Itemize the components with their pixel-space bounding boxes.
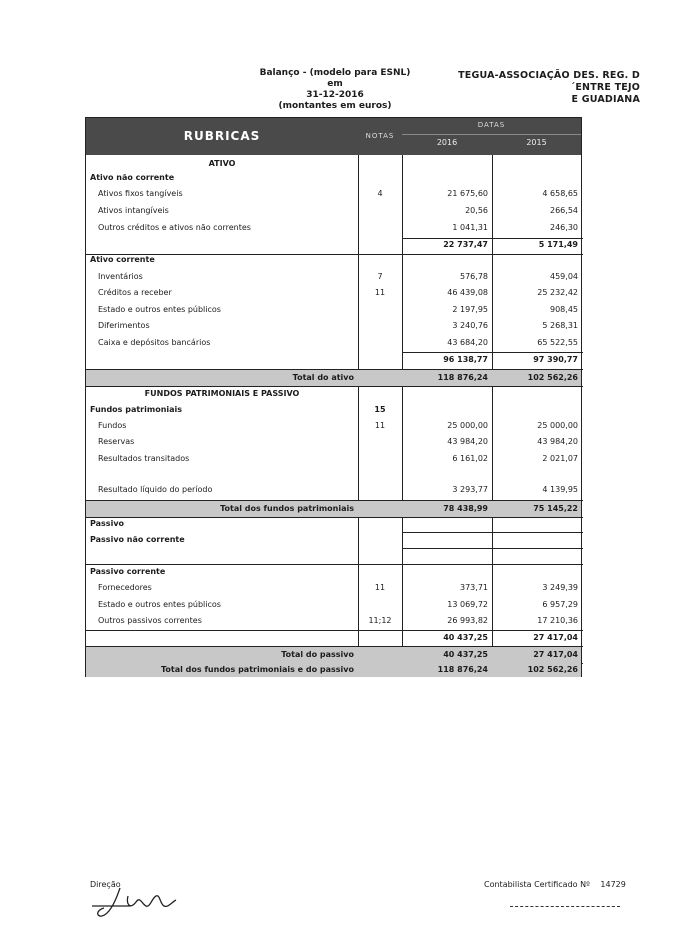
- row-label: Resultados transitados: [98, 454, 190, 463]
- table-row: [86, 220, 581, 236]
- row-value-2015: 25 000,00: [537, 421, 578, 430]
- row-value-2015: 43 984,20: [537, 437, 578, 446]
- row-nota: 11: [374, 421, 386, 430]
- table-row: [86, 597, 581, 613]
- row-label: Outros créditos e ativos não correntes: [98, 223, 251, 232]
- subtotal-row: [86, 237, 581, 253]
- entity-name: [425, 70, 640, 106]
- row-value-2015: 5 171,49: [538, 240, 578, 249]
- row-label: Caixa e depósitos bancários: [98, 338, 211, 347]
- row-value-2016: 576,78: [460, 272, 488, 281]
- row-value-2016: 373,71: [460, 583, 488, 592]
- table-row: [86, 269, 581, 285]
- row-value-2015: 102 562,26: [527, 373, 578, 382]
- row-nota: 11: [374, 583, 386, 592]
- row-value-2016: 40 437,25: [443, 633, 488, 642]
- row-nota: 15: [374, 405, 386, 414]
- subtotal-row: [86, 630, 581, 646]
- grand-total-row: [86, 663, 581, 677]
- row-nota: 11: [374, 288, 386, 297]
- row-value-2015: 17 210,36: [537, 616, 578, 625]
- row-value-2016: 3 240,76: [452, 321, 488, 330]
- row-label: Passivo: [90, 519, 125, 528]
- row-value-2016: 6 161,02: [452, 454, 488, 463]
- row-nota: 11;12: [368, 616, 392, 625]
- row-label: Outros passivos correntes: [98, 616, 202, 625]
- row-label: Diferimentos: [98, 321, 150, 330]
- section-ativo-corrente: [86, 252, 581, 268]
- row-label: Total dos fundos patrimoniais e do passivo: [161, 665, 354, 674]
- row-value-2015: 75 145,22: [533, 504, 578, 513]
- row-label: Ativos intangíveis: [98, 206, 169, 215]
- row-value-2016: 40 437,25: [443, 650, 488, 659]
- row-label: Total do passivo: [281, 650, 354, 659]
- direction-label: Direção: [90, 880, 121, 889]
- table-row: [86, 580, 581, 596]
- row-label: Inventários: [98, 272, 143, 281]
- section-passivo-nao-corrente: [86, 532, 581, 548]
- table-header: [86, 118, 581, 155]
- balance-table: [85, 117, 582, 677]
- row-value-2015: 25 232,42: [537, 288, 578, 297]
- row-label: Total dos fundos patrimoniais: [220, 504, 354, 513]
- total-ativo-row: [86, 370, 581, 386]
- row-label: Créditos a receber: [98, 288, 172, 297]
- row-value-2015: 266,54: [550, 206, 578, 215]
- table-row: [86, 434, 581, 450]
- row-value-2015: 6 957,29: [542, 600, 578, 609]
- accountant-label: Contabilista Certificado Nº: [484, 880, 590, 889]
- section-fundos-patrimoniais: [86, 402, 581, 418]
- balance-title: [255, 68, 415, 112]
- row-value-2016: 96 138,77: [443, 355, 488, 364]
- header-notas: NOTAS: [365, 132, 395, 140]
- accountant-number: 14729: [600, 880, 626, 889]
- title-line-1: Balanço - (modelo para ESNL) em: [259, 68, 411, 89]
- row-value-2016: 118 876,24: [437, 373, 488, 382]
- row-value-2015: 102 562,26: [527, 665, 578, 674]
- row-nota: 7: [377, 272, 383, 281]
- row-label: Fornecedores: [98, 583, 152, 592]
- total-passivo-row: [86, 647, 581, 663]
- row-label: Passivo corrente: [90, 567, 166, 576]
- row-label: Fundos: [98, 421, 127, 430]
- row-value-2016: 26 993,82: [447, 616, 488, 625]
- row-value-2016: 43 684,20: [447, 338, 488, 347]
- section-rule: [402, 548, 583, 549]
- row-label: Reservas: [98, 437, 135, 446]
- row-value-2015: 27 417,04: [533, 633, 578, 642]
- entity-line-2: E GUADIANA: [571, 94, 640, 105]
- title-line-3: (montantes em euros): [278, 101, 392, 111]
- table-row: [86, 335, 581, 351]
- table-row: [86, 451, 581, 467]
- row-label: Ativos fixos tangíveis: [98, 189, 183, 198]
- row-label: Fundos patrimoniais: [90, 405, 183, 414]
- row-value-2015: 459,04: [550, 272, 578, 281]
- row-value-2015: 4 658,65: [542, 189, 578, 198]
- row-value-2016: 118 876,24: [437, 665, 488, 674]
- title-line-2: 31-12-2016: [306, 90, 364, 100]
- row-label: Passivo não corrente: [90, 535, 185, 544]
- section-passivo: [86, 516, 581, 532]
- section-fundos-passivo: [86, 386, 581, 402]
- row-value-2016: 43 984,20: [447, 437, 488, 446]
- row-label: Ativo não corrente: [90, 173, 175, 182]
- row-value-2016: 3 293,77: [452, 485, 488, 494]
- row-label: ATIVO: [208, 159, 236, 168]
- table-row: [86, 285, 581, 301]
- signature-icon: [90, 880, 200, 920]
- table-row: [86, 302, 581, 318]
- row-label: FUNDOS PATRIMONIAIS E PASSIVO: [144, 389, 300, 398]
- header-divider: [402, 134, 581, 135]
- row-value-2016: 1 041,31: [452, 223, 488, 232]
- row-value-2015: 5 268,31: [542, 321, 578, 330]
- row-value-2015: 3 249,39: [542, 583, 578, 592]
- header-rubricas: RUBRICAS: [183, 129, 261, 143]
- row-label: Total do ativo: [292, 373, 354, 382]
- row-value-2015: 246,30: [550, 223, 578, 232]
- section-passivo-corrente: [86, 564, 581, 580]
- signature-line: [510, 906, 620, 907]
- row-value-2015: 908,45: [550, 305, 578, 314]
- row-value-2015: 97 390,77: [533, 355, 578, 364]
- table-row: [86, 186, 581, 202]
- subtotal-row: [86, 352, 581, 368]
- section-ativo-nao-corrente: [86, 170, 581, 186]
- row-label: Estado e outros entes públicos: [98, 305, 221, 314]
- row-value-2016: 22 737,47: [443, 240, 488, 249]
- row-nota: 4: [377, 189, 383, 198]
- header-datas: DATAS: [477, 121, 506, 129]
- header-year-2016: 2016: [436, 138, 458, 147]
- row-value-2016: 25 000,00: [447, 421, 488, 430]
- header-year-2015: 2015: [526, 138, 547, 147]
- row-value-2015: 4 139,95: [542, 485, 578, 494]
- row-value-2016: 13 069,72: [447, 600, 488, 609]
- row-value-2015: 2 021,07: [542, 454, 578, 463]
- row-value-2016: 78 438,99: [443, 504, 488, 513]
- row-value-2015: 27 417,04: [533, 650, 578, 659]
- row-label: Ativo corrente: [90, 255, 155, 264]
- row-value-2015: 65 522,55: [537, 338, 578, 347]
- table-row: [86, 418, 581, 434]
- row-value-2016: 21 675,60: [447, 189, 488, 198]
- total-fundos-row: [86, 501, 581, 517]
- row-label: Estado e outros entes públicos: [98, 600, 221, 609]
- row-value-2016: 20,56: [465, 206, 488, 215]
- table-row: [86, 482, 581, 498]
- row-value-2016: 2 197,95: [452, 305, 488, 314]
- row-value-2016: 46 439,08: [447, 288, 488, 297]
- table-row: [86, 613, 581, 629]
- entity-line-1: TEGUA-ASSOCIAÇÃO DES. REG. D´ENTRE TEJO: [458, 70, 640, 93]
- row-label: Resultado líquido do período: [98, 485, 213, 494]
- table-row: [86, 318, 581, 334]
- accountant-certificate: [484, 880, 626, 889]
- table-row: [86, 203, 581, 219]
